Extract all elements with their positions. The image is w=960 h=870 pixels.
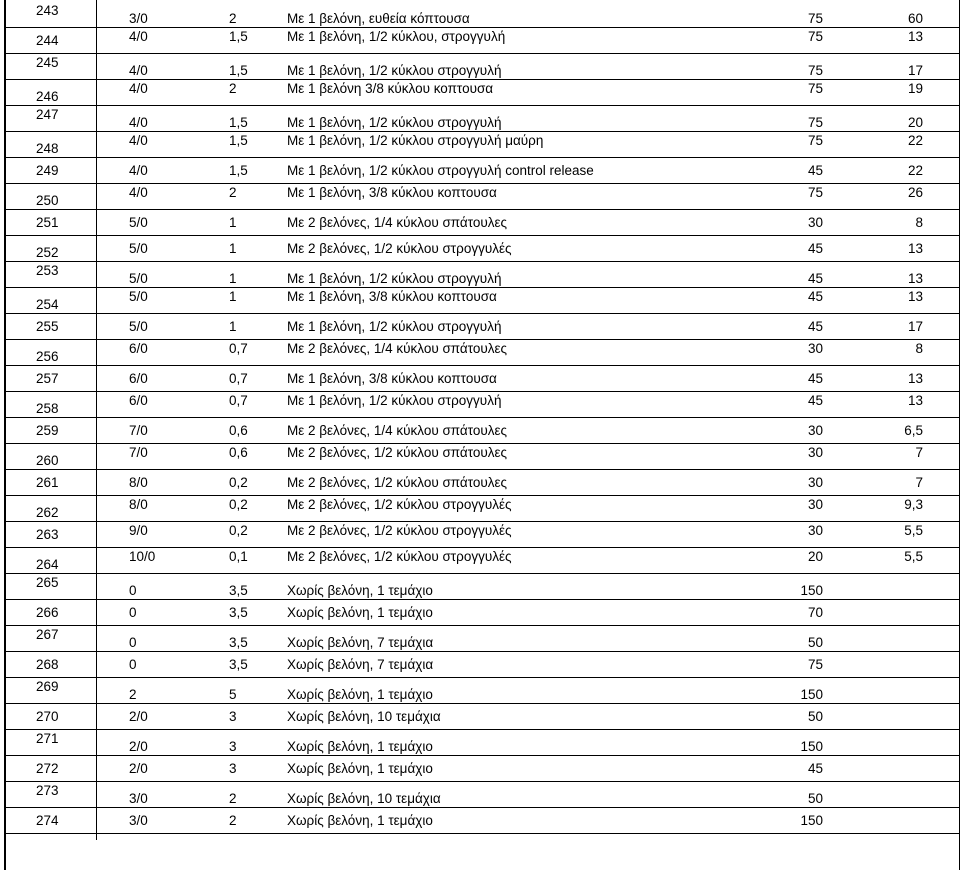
price-value: 22: [907, 133, 923, 148]
quantity-value: 45: [807, 163, 823, 178]
table-row: [4, 131, 960, 158]
quantity-value: 75: [807, 185, 823, 200]
suture-size: 6/0: [129, 341, 148, 356]
suture-length: 3: [229, 709, 237, 724]
price-value: 20: [907, 115, 923, 130]
table-row: [4, 625, 960, 652]
row-number: 256: [36, 349, 59, 364]
suture-description: Με 1 βελόνη, 1/2 κύκλου στρογγυλή μαύρη: [287, 133, 544, 148]
row-number: 262: [36, 505, 59, 520]
suture-description: Με 1 βελόνη, ευθεία κόπτουσα: [287, 11, 470, 26]
suture-length: 2: [229, 791, 237, 806]
row-number: 257: [36, 371, 59, 386]
row-number: 274: [36, 813, 59, 828]
suture-size: 3/0: [129, 791, 148, 806]
suture-description: Με 1 βελόνη, 1/2 κύκλου στρογγυλή: [287, 271, 502, 286]
row-number: 260: [36, 453, 59, 468]
table-row: [4, 339, 960, 366]
row-number: 271: [36, 731, 59, 746]
row-number: 252: [36, 245, 59, 260]
table-row: [4, 365, 960, 392]
row-number: 270: [36, 709, 59, 724]
suture-size: 4/0: [129, 81, 148, 96]
table-row: [4, 105, 960, 132]
table-row: [4, 573, 960, 600]
suture-description: Με 2 βελόνες, 1/2 κύκλου στρογγυλές: [287, 241, 512, 256]
row-number: 251: [36, 215, 59, 230]
row-number: 268: [36, 657, 59, 672]
row-number: 253: [36, 263, 59, 278]
suture-size: 4/0: [129, 115, 148, 130]
quantity-value: 75: [807, 81, 823, 96]
suture-length: 2: [229, 81, 237, 96]
quantity-value: 70: [807, 605, 823, 620]
row-number: 259: [36, 423, 59, 438]
suture-description: Με 1 βελόνη, 1/2 κύκλου στρογγυλή: [287, 115, 502, 130]
table-row: [4, 755, 960, 782]
suture-size: 7/0: [129, 423, 148, 438]
table-row: [4, 79, 960, 106]
suture-size: 4/0: [129, 185, 148, 200]
suture-description: Με 2 βελόνες, 1/4 κύκλου σπάτουλες: [287, 341, 508, 356]
row-number: 263: [36, 527, 59, 542]
price-value: 5,5: [904, 523, 923, 538]
suture-size: 5/0: [129, 289, 148, 304]
price-value: 8: [915, 341, 923, 356]
suture-size: 7/0: [129, 445, 148, 460]
suture-size: 8/0: [129, 475, 148, 490]
suture-description: Χωρίς βελόνη, 7 τεμάχια: [287, 635, 434, 650]
suture-size: 5/0: [129, 215, 148, 230]
suture-length: 1: [229, 215, 237, 230]
table-row: [4, 469, 960, 496]
suture-size: 2/0: [129, 739, 148, 754]
quantity-value: 45: [807, 371, 823, 386]
quantity-value: 150: [800, 739, 823, 754]
table-row: [4, 547, 960, 574]
row-number: 243: [36, 3, 59, 18]
quantity-value: 30: [807, 215, 823, 230]
table-row: [4, 677, 960, 704]
row-number: 250: [36, 193, 59, 208]
suture-length: 3,5: [229, 657, 248, 672]
suture-length: 3: [229, 739, 237, 754]
suture-description: Με 1 βελόνη, 1/2 κύκλου στρογγυλή: [287, 63, 502, 78]
suture-length: 1,5: [229, 133, 248, 148]
price-value: 17: [907, 63, 923, 78]
price-value: 13: [907, 271, 923, 286]
suture-description: Με 1 βελόνη, 1/2 κύκλου, στρογγυλή: [287, 29, 506, 44]
suture-description: Χωρίς βελόνη, 1 τεμάχιο: [287, 583, 433, 598]
suture-length: 1: [229, 319, 237, 334]
suture-length: 0,2: [229, 523, 248, 538]
table-row: [4, 209, 960, 236]
suture-length: 3: [229, 761, 237, 776]
row-number: 266: [36, 605, 59, 620]
suture-length: 1,5: [229, 29, 248, 44]
price-value: 13: [907, 289, 923, 304]
suture-size: 4/0: [129, 133, 148, 148]
suture-length: 2: [229, 185, 237, 200]
suture-description: Με 1 βελόνη, 1/2 κύκλου στρογγυλή control release: [287, 163, 594, 178]
price-value: 22: [907, 163, 923, 178]
suture-size: 2/0: [129, 761, 148, 776]
suture-size: 3/0: [129, 11, 148, 26]
table-row: [4, 651, 960, 678]
price-value: 13: [907, 29, 923, 44]
table-row: [4, 703, 960, 730]
quantity-value: 75: [807, 115, 823, 130]
quantity-value: 75: [807, 63, 823, 78]
table-row: [4, 157, 960, 184]
table-row: [4, 495, 960, 522]
row-number: 246: [36, 89, 59, 104]
suture-description: Με 1 βελόνη, 3/8 κύκλου κοπτουσα: [287, 185, 497, 200]
quantity-value: 50: [807, 635, 823, 650]
table-row: [4, 287, 960, 314]
suture-size: 0: [129, 657, 137, 672]
table-row: [4, 313, 960, 340]
suture-length: 3,5: [229, 635, 248, 650]
suture-size: 3/0: [129, 813, 148, 828]
quantity-value: 30: [807, 341, 823, 356]
suture-length: 3,5: [229, 583, 248, 598]
suture-length: 0,2: [229, 497, 248, 512]
suture-length: 1: [229, 289, 237, 304]
suture-length: 1: [229, 241, 237, 256]
suture-description: Χωρίς βελόνη, 1 τεμάχιο: [287, 813, 433, 828]
suture-description: Χωρίς βελόνη, 1 τεμάχιο: [287, 605, 433, 620]
suture-length: 0,7: [229, 393, 248, 408]
row-number: 248: [36, 141, 59, 156]
suture-description: Χωρίς βελόνη, 1 τεμάχιο: [287, 761, 433, 776]
suture-length: 5: [229, 687, 237, 702]
price-value: 26: [907, 185, 923, 200]
row-number: 249: [36, 163, 59, 178]
suture-size: 0: [129, 583, 137, 598]
quantity-value: 150: [800, 687, 823, 702]
suture-description: Με 2 βελόνες, 1/2 κύκλου σπάτουλες: [287, 475, 508, 490]
table-row: [4, 443, 960, 470]
table-row: [4, 599, 960, 626]
price-value: 8: [915, 215, 923, 230]
suture-description: Με 2 βελόνες, 1/4 κύκλου σπάτουλες: [287, 215, 508, 230]
suture-length: 0,7: [229, 371, 248, 386]
suture-length: 2: [229, 11, 237, 26]
quantity-value: 45: [807, 393, 823, 408]
quantity-value: 30: [807, 445, 823, 460]
quantity-value: 75: [807, 11, 823, 26]
price-value: 17: [907, 319, 923, 334]
suture-description: Με 2 βελόνες, 1/4 κύκλου σπάτουλες: [287, 423, 508, 438]
quantity-value: 150: [800, 583, 823, 598]
suture-description: Με 1 βελόνη, 3/8 κύκλου κοπτουσα: [287, 371, 497, 386]
suture-description: Με 2 βελόνες, 1/2 κύκλου στρογγυλές: [287, 549, 512, 564]
suture-description: Με 1 βελόνη 3/8 κύκλου κοπτουσα: [287, 81, 494, 96]
quantity-value: 20: [807, 549, 823, 564]
price-value: 13: [907, 393, 923, 408]
row-number: 255: [36, 319, 59, 334]
suture-size: 4/0: [129, 29, 148, 44]
suture-size: 5/0: [129, 241, 148, 256]
suture-size: 0: [129, 635, 137, 650]
quantity-value: 50: [807, 709, 823, 724]
row-number: 254: [36, 297, 59, 312]
quantity-value: 45: [807, 319, 823, 334]
suture-description: Με 1 βελόνη, 1/2 κύκλου στρογγυλή: [287, 319, 502, 334]
price-value: 7: [915, 475, 923, 490]
price-value: 13: [907, 241, 923, 256]
row-number: 273: [36, 783, 59, 798]
table-row: [4, 261, 960, 288]
suture-size: 9/0: [129, 523, 148, 538]
table-row: [4, 781, 960, 808]
row-number: 261: [36, 475, 59, 490]
suture-size: 8/0: [129, 497, 148, 512]
quantity-value: 50: [807, 791, 823, 806]
suture-description: Χωρίς βελόνη, 10 τεμάχια: [287, 791, 441, 806]
table-row: [4, 521, 960, 548]
price-value: 9,3: [904, 497, 923, 512]
quantity-value: 45: [807, 289, 823, 304]
quantity-value: 75: [807, 29, 823, 44]
row-number: 265: [36, 575, 59, 590]
table-row: [4, 53, 960, 80]
suture-description: Με 1 βελόνη, 3/8 κύκλου κοπτουσα: [287, 289, 497, 304]
suture-length: 0,6: [229, 423, 248, 438]
price-value: 13: [907, 371, 923, 386]
quantity-value: 45: [807, 241, 823, 256]
suture-length: 0,1: [229, 549, 248, 564]
suture-description: Χωρίς βελόνη, 7 τεμάχια: [287, 657, 434, 672]
suture-length: 1,5: [229, 63, 248, 78]
row-number: 258: [36, 401, 59, 416]
suture-size: 10/0: [129, 549, 156, 564]
row-number: 267: [36, 627, 59, 642]
price-value: 60: [907, 11, 923, 26]
suture-description: Με 1 βελόνη, 1/2 κύκλου στρογγυλή: [287, 393, 502, 408]
suture-length: 0,7: [229, 341, 248, 356]
quantity-value: 30: [807, 497, 823, 512]
suture-size: 2: [129, 687, 137, 702]
suture-length: 0,6: [229, 445, 248, 460]
table-row: [4, 417, 960, 444]
table-row: [4, 391, 960, 418]
row-number: 269: [36, 679, 59, 694]
suture-description: Χωρίς βελόνη, 10 τεμάχια: [287, 709, 441, 724]
suture-size: 0: [129, 605, 137, 620]
quantity-value: 30: [807, 523, 823, 538]
table-row: [4, 235, 960, 262]
quantity-value: 30: [807, 423, 823, 438]
suture-size: 2/0: [129, 709, 148, 724]
table-row: [4, 807, 960, 834]
suture-length: 0,2: [229, 475, 248, 490]
row-number: 247: [36, 107, 59, 122]
price-value: 6,5: [904, 423, 923, 438]
quantity-value: 45: [807, 271, 823, 286]
table-row: [4, 27, 960, 54]
table-row: [4, 729, 960, 756]
suture-length: 2: [229, 813, 237, 828]
suture-size: 6/0: [129, 371, 148, 386]
suture-length: 3,5: [229, 605, 248, 620]
suture-length: 1,5: [229, 163, 248, 178]
table-row: [4, 183, 960, 210]
suture-length: 1: [229, 271, 237, 286]
suture-size: 5/0: [129, 271, 148, 286]
quantity-value: 30: [807, 475, 823, 490]
suture-description: Με 2 βελόνες, 1/2 κύκλου στρογγυλές: [287, 497, 512, 512]
quantity-value: 150: [800, 813, 823, 828]
suture-size: 4/0: [129, 63, 148, 78]
price-value: 5,5: [904, 549, 923, 564]
price-value: 7: [915, 445, 923, 460]
suture-size: 5/0: [129, 319, 148, 334]
quantity-value: 75: [807, 133, 823, 148]
row-number: 264: [36, 557, 59, 572]
quantity-value: 75: [807, 657, 823, 672]
suture-length: 1,5: [229, 115, 248, 130]
quantity-value: 45: [807, 761, 823, 776]
suture-description: Με 2 βελόνες, 1/2 κύκλου σπάτουλες: [287, 445, 508, 460]
suture-size: 6/0: [129, 393, 148, 408]
price-value: 19: [907, 81, 923, 96]
suture-description: Χωρίς βελόνη, 1 τεμάχιο: [287, 687, 433, 702]
row-number: 272: [36, 761, 59, 776]
suture-size: 4/0: [129, 163, 148, 178]
row-number: 244: [36, 33, 59, 48]
table-row: [4, 1, 960, 28]
row-number: 245: [36, 55, 59, 70]
suture-description: Με 2 βελόνες, 1/2 κύκλου στρογγυλές: [287, 523, 512, 538]
suture-description: Χωρίς βελόνη, 1 τεμάχιο: [287, 739, 433, 754]
